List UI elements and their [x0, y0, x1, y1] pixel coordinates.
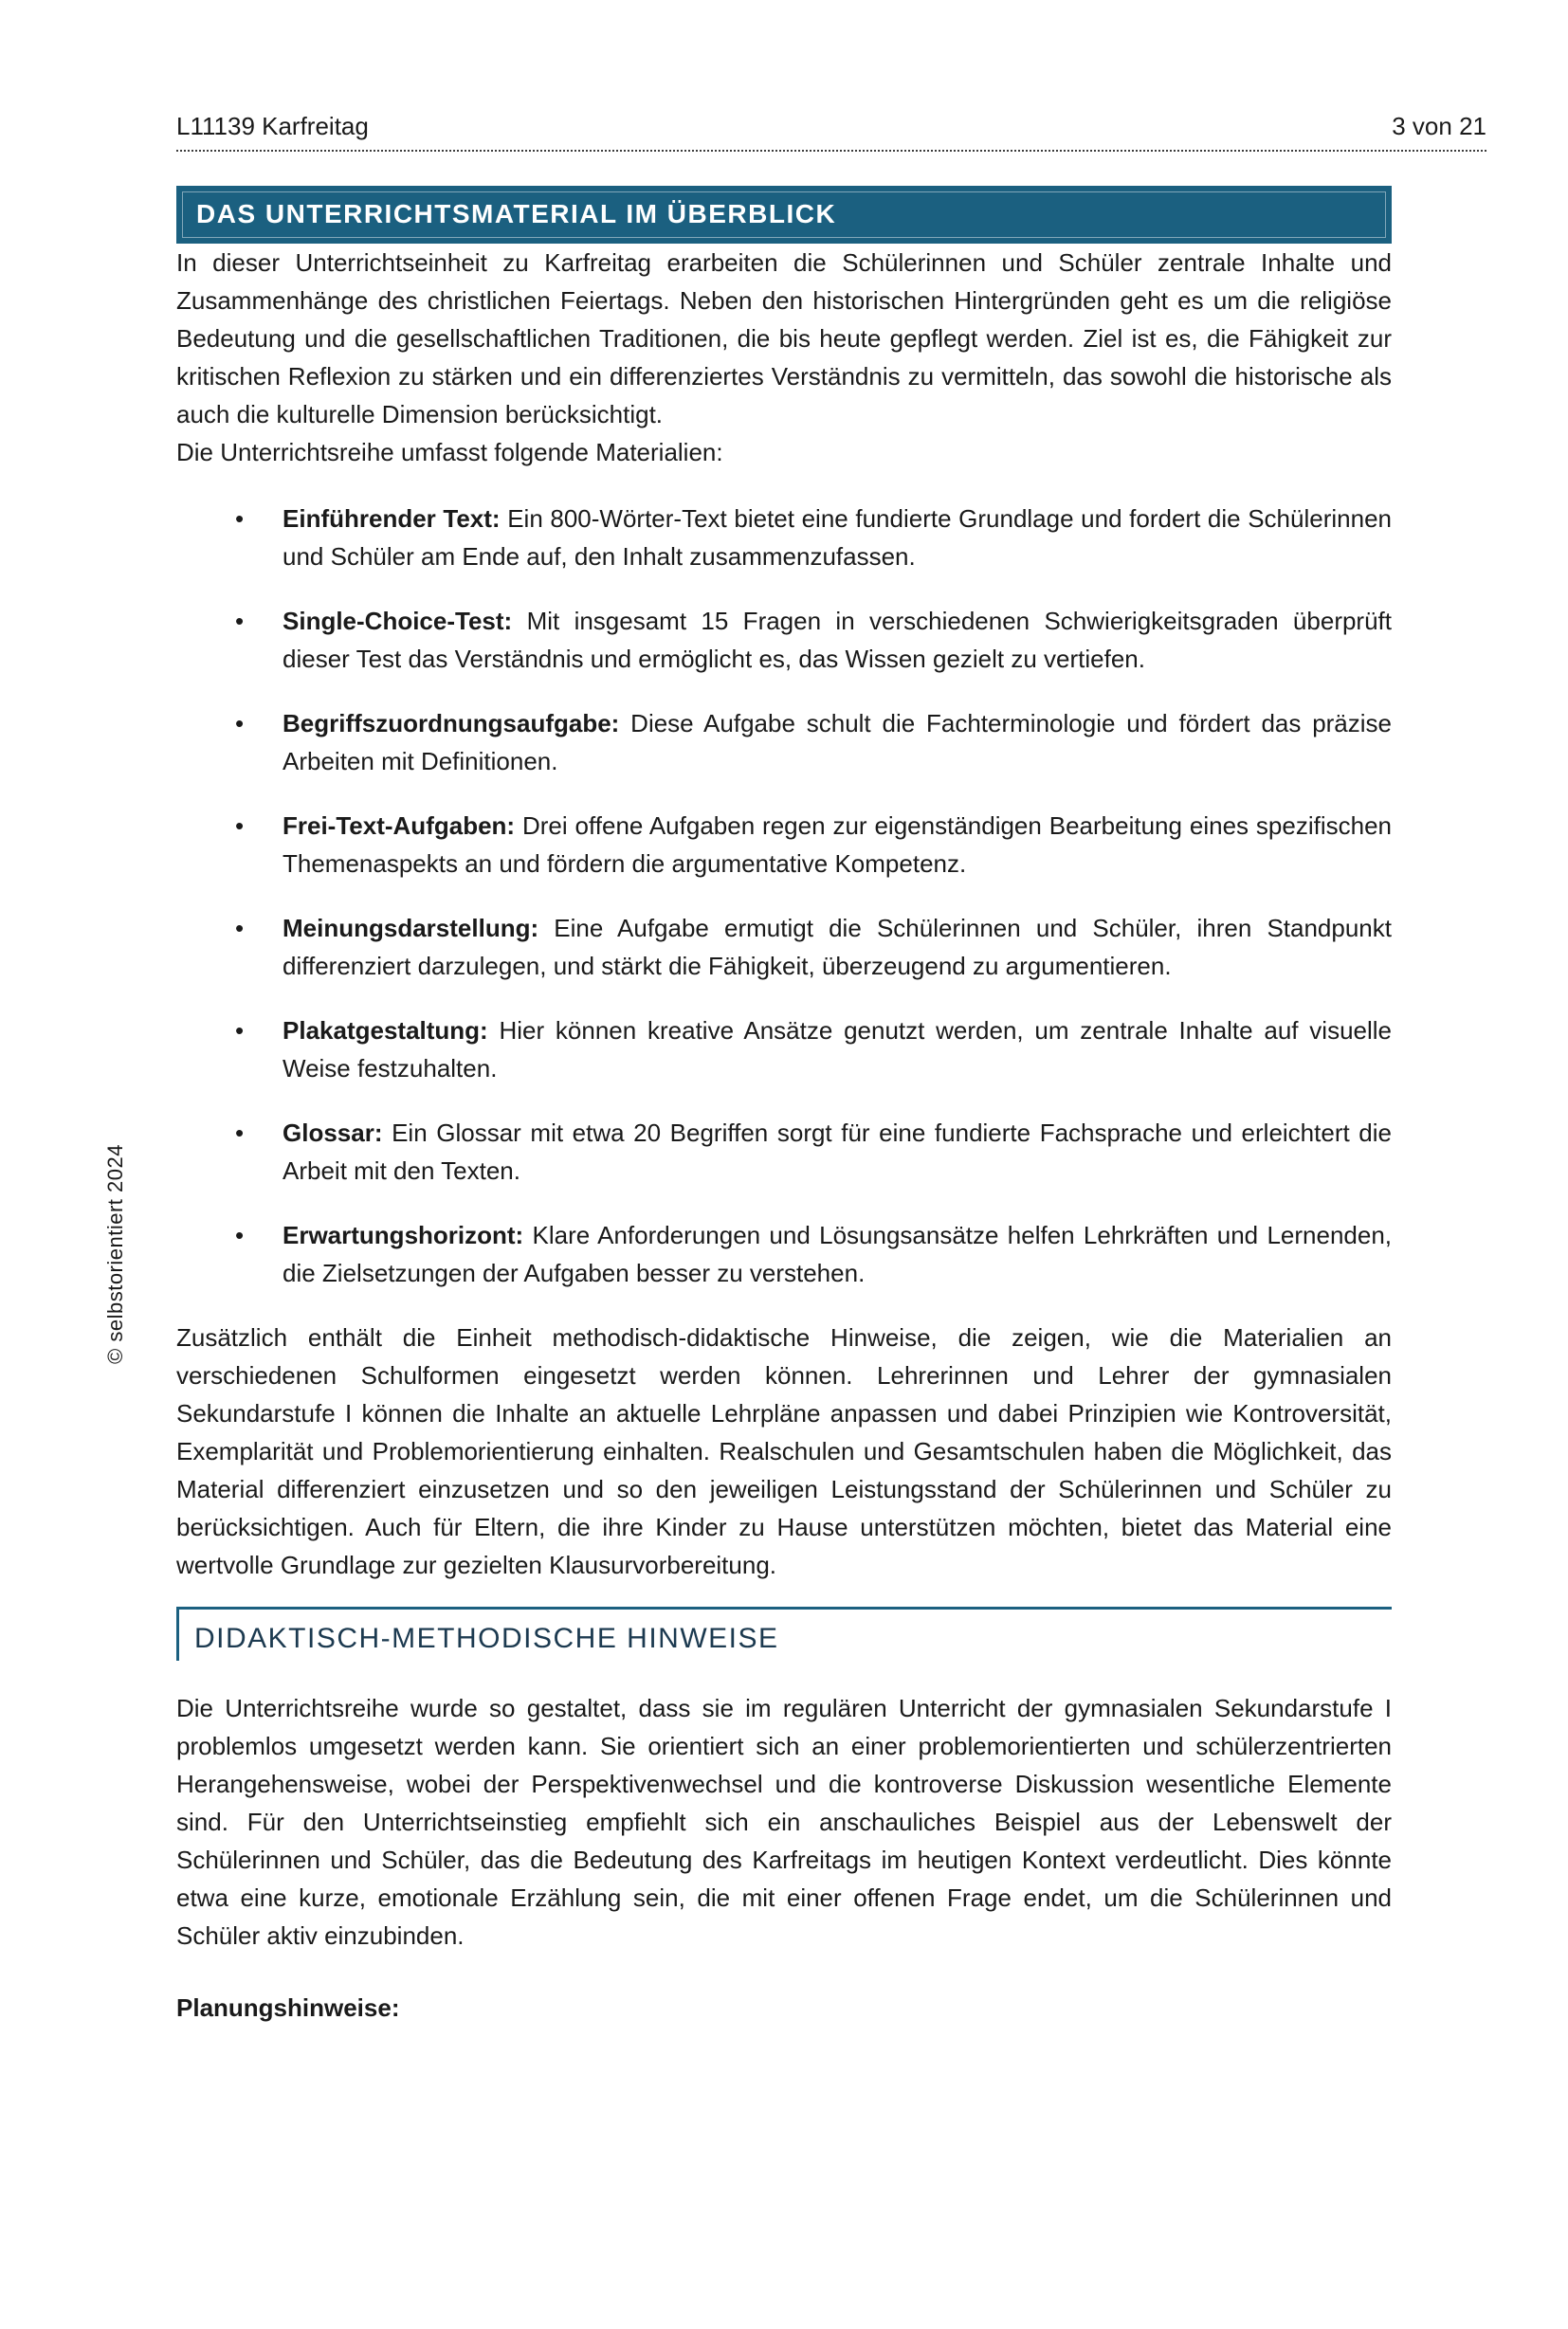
material-item: [176, 1216, 1392, 1292]
material-term: Glossar:: [283, 1119, 392, 1148]
page-indicator: 3 von 21: [1392, 112, 1486, 140]
material-term: Plakatgestaltung:: [283, 1016, 500, 1046]
material-term: Single-Choice-Test:: [283, 607, 527, 636]
section1-title-banner: [176, 186, 1392, 244]
copyright-vertical-text: © selbstorientiert 2024: [103, 1144, 127, 1364]
material-item: [176, 909, 1392, 985]
material-item: [176, 807, 1392, 882]
material-desc: Klare Anforderungen und Lösungsansätze helfen Lehrkräften und Lernenden, die Zielsetzungen der Aufgaben besser zu verstehen.: [283, 1221, 1393, 1288]
material-item: [176, 1114, 1392, 1190]
material-term: Frei-Text-Aufgaben:: [283, 811, 522, 841]
outro-paragraph: Zusätzlich enthält die Einheit methodisch-didaktische Hinweise, die zeigen, wie die Materialien an verschiedenen Schulformen eingesetzt werden können. Lehrerinnen und Lehrer der gymnasialen Sekundarstufe I können die Inhalte an aktuelle Lehrpläne anpassen und dabei Prinzipien wie Kontroversität, Exemplarität und Problemorientierung einhalten. Realschulen und Gesamtschulen haben die Möglichkeit, das Material differenziert einzusetzen und so den jeweiligen Leistungsstand der Schülerinnen und Schüler zu berücksichtigen. Auch für Eltern, die ihre Kinder zu Hause unterstützen möchten, bietet das Material eine wertvolle Grundlage zur gezielten Klausurvorbereitung.: [176, 1323, 1392, 1580]
section1-title-inner-frame: [182, 191, 1386, 238]
doc-code: L11139 Karfreitag: [176, 112, 369, 140]
material-item: [176, 500, 1392, 575]
intro-paragraph: In dieser Unterrichtseinheit zu Karfreitag erarbeiten die Schülerinnen und Schüler zentrale Inhalte und Zusammenhänge des christlichen Feiertags. Neben den historischen Hintergründen geht es um die religiöse Bedeutung und die gesellschaftlichen Traditionen, die bis heute gepflegt werden. Ziel ist es, die Fähigkeit zur kritischen Reflexion zu stärken und ein differenziertes Verständnis zu vermitteln, das sowohl die historische als auch die kulturelle Dimension berücksichtigt.: [176, 248, 1392, 429]
material-desc: Ein Glossar mit etwa 20 Begriffen sorgt für eine fundierte Fachsprache und erleichtert die Arbeit mit den Texten.: [283, 1119, 1392, 1186]
planning-label: Planungshinweise:: [176, 1993, 400, 2023]
material-desc: Ein 800-Wörter-Text bietet eine fundierte Grundlage und fordert die Schülerinnen und Schüler am Ende auf, den Inhalt zusammenzufassen.: [283, 504, 1392, 572]
overview-section: [176, 244, 1392, 1584]
material-item: [176, 1011, 1392, 1087]
materials-lead: Die Unterrichtsreihe umfasst folgende Materialien:: [176, 438, 723, 467]
material-item: [176, 602, 1392, 678]
material-desc: Drei offene Aufgaben regen zur eigenständigen Bearbeitung eines spezifischen Themenaspekts an und fördern die argumentative Kompetenz.: [283, 811, 1392, 879]
material-term: Meinungsdarstellung:: [283, 914, 555, 943]
didactic-section: [176, 1607, 1392, 2027]
material-desc: Mit insgesamt 15 Fragen in verschiedenen Schwierigkeitsgraden überprüft dieser Test das Verständnis und ermöglicht es, das Wissen gezielt zu vertiefen.: [283, 607, 1392, 674]
materials-list: [176, 500, 1392, 1292]
material-desc: Eine Aufgabe ermutigt die Schülerinnen und Schüler, ihren Standpunkt differenziert darzulegen, und stärkt die Fähigkeit, überzeugend zu argumentieren.: [283, 914, 1392, 981]
page-header: [176, 112, 1486, 152]
material-desc: Diese Aufgabe schult die Fachterminologie und fördert das präzise Arbeiten mit Definitionen.: [283, 709, 1393, 776]
material-term: Begriffszuordnungsaufgabe:: [283, 709, 631, 738]
didactic-paragraph: Die Unterrichtsreihe wurde so gestaltet, dass sie im regulären Unterricht der gymnasialen Sekundarstufe I problemlos umgesetzt werden kann. Sie orientiert sich an einer problemorientierten und schülerzentrierten Herangehensweise, wobei der Perspektivenwechsel und die kontroverse Diskussion wesentliche Elemente sind. Für den Unterrichtseinstieg empfiehlt sich ein anschauliches Beispiel aus der Lebenswelt der Schülerinnen und Schüler, das die Bedeutung des Karfreitags im heutigen Kontext verdeutlicht. Dies könnte etwa eine kurze, emotionale Erzählung sein, die mit einer offenen Frage endet, um die Schülerinnen und Schüler aktiv einzubinden.: [176, 1694, 1392, 1951]
material-item: [176, 704, 1392, 780]
section1-title: DAS UNTERRICHTSMATERIAL IM ÜBERBLICK: [196, 199, 837, 229]
material-desc: Hier können kreative Ansätze genutzt werden, um zentrale Inhalte auf visuelle Weise festzuhalten.: [283, 1016, 1392, 1083]
material-term: Einführender Text:: [283, 504, 508, 534]
section2-title: DIDAKTISCH-METHODISCHE HINWEISE: [176, 1610, 1392, 1661]
material-term: Erwartungshorizont:: [283, 1221, 533, 1250]
